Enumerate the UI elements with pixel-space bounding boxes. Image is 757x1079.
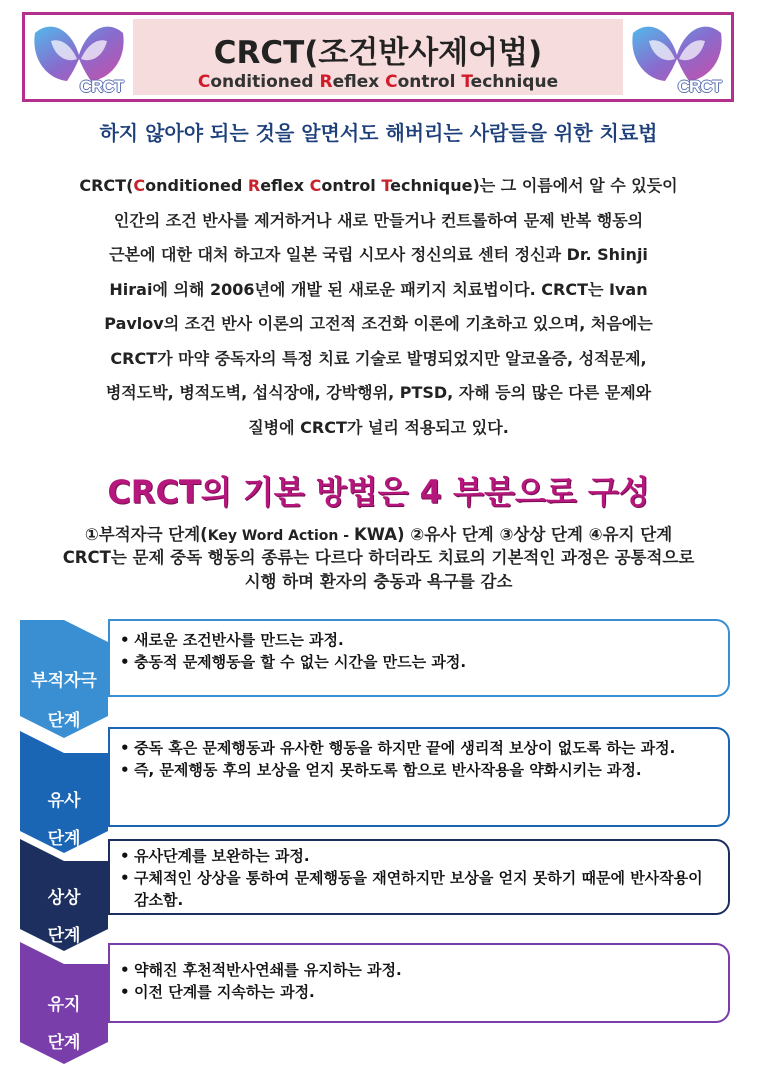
page-subtitle bbox=[133, 72, 623, 92]
intro-segment: echnique)는 그 이름에서 알 수 있듯이 bbox=[390, 176, 678, 195]
intro-segment: T bbox=[381, 176, 391, 195]
logo-text: CRCT bbox=[79, 77, 123, 96]
stage-name-suffix: 단계 bbox=[47, 1033, 81, 1053]
intro-segment: 근본에 대한 대처 하고자 일본 국립 시모사 정신의료 센터 정신과 Dr. Shinji bbox=[109, 245, 648, 264]
list-item: • 충동적 문제행동을 할 수 없는 시간을 만드는 과정. bbox=[120, 651, 714, 673]
intro-paragraph bbox=[40, 169, 717, 445]
stage-name: 유지 bbox=[47, 995, 81, 1015]
intro-segment: onditioned bbox=[145, 176, 248, 195]
header-banner bbox=[22, 12, 734, 102]
intro-line bbox=[40, 169, 717, 204]
subtitle-segment: C bbox=[197, 72, 211, 92]
stage-tag-similar bbox=[20, 731, 108, 853]
intro-segment: CRCT가 마약 중독자의 특정 치료 기술로 발명되었지만 알코올증, 성적문제, bbox=[110, 348, 647, 368]
list-item: • 유사단계를 보완하는 과정. bbox=[120, 845, 714, 867]
intro-segment: 질병에 CRCT가 널리 적용되고 있다. bbox=[248, 417, 509, 437]
list-item: • 중독 혹은 문제행동과 유사한 행동을 하지만 끝에 생리적 보상이 없도록 하는 과정. bbox=[120, 737, 714, 759]
intro-line bbox=[40, 342, 717, 377]
intro-segment: CRCT( bbox=[79, 176, 134, 195]
intro-line bbox=[40, 204, 717, 239]
list-item: • 구체적인 상상을 통하여 문제행동을 재연하지만 보상을 얻지 못하기 때문에 반사작용이 감소함. bbox=[120, 867, 714, 911]
intro-line bbox=[40, 273, 717, 308]
intro-segment: Hirai에 의해 2006년에 개발 된 새로운 패키지 치료법이다. CRCT는 Ivan bbox=[109, 279, 648, 299]
stage-name-suffix: 단계 bbox=[47, 926, 81, 946]
stage-box-negative-stimulus bbox=[108, 619, 730, 697]
title-panel bbox=[133, 19, 623, 95]
page-title: CRCT(조건반사제어법) bbox=[213, 35, 543, 71]
list-item: • 이전 단계를 지속하는 과정. bbox=[120, 981, 714, 1003]
intro-line bbox=[40, 411, 717, 446]
steps-summary bbox=[0, 521, 757, 545]
stage-name-suffix: 단계 bbox=[47, 711, 81, 731]
subtitle-segment: R bbox=[319, 72, 333, 92]
tagline: 하지 않아야 되는 것을 알면서도 해버리는 사람들을 위한 치료법 bbox=[99, 121, 658, 145]
subtitle-segment: ontrol bbox=[397, 72, 462, 92]
section-title: CRCT의 기본 방법은 4 부분으로 구성 bbox=[107, 473, 650, 511]
stage-tag-maintenance bbox=[20, 942, 108, 1064]
stage-tag-imagination bbox=[20, 839, 108, 951]
stage-name-suffix: 단계 bbox=[47, 829, 81, 849]
subtitle-segment: C bbox=[385, 72, 398, 92]
stage-box-imagination bbox=[108, 839, 730, 915]
crct-logo-right bbox=[629, 19, 725, 99]
stage-name: 상상 bbox=[47, 888, 81, 908]
steps-part-2: KWA) ②유사 단계 ③상상 단계 ④유지 단계 bbox=[353, 525, 673, 544]
crct-logo bbox=[31, 19, 127, 99]
logo-text: CRCT bbox=[677, 77, 721, 96]
intro-segment: eflex bbox=[260, 176, 310, 195]
intro-segment: Pavlov의 조건 반사 이론의 고전적 조건화 이론에 기초하고 있으며, 처음에는 bbox=[104, 314, 653, 333]
stage-name: 부적자극 bbox=[31, 671, 97, 691]
intro-segment: ontrol bbox=[321, 176, 382, 195]
intro-segment: C bbox=[133, 176, 146, 195]
intro-segment: 인간의 조건 반사를 제거하거나 새로 만들거나 컨트롤하여 문제 반복 행동의 bbox=[113, 210, 644, 230]
intro-segment: 병적도박, 병적도벽, 섭식장애, 강박행위, PTSD, 자해 등의 많은 다른 문제와 bbox=[105, 383, 652, 402]
steps-part-1: ①부적자극 단계( bbox=[84, 525, 208, 544]
intro-segment: R bbox=[247, 176, 261, 195]
subtitle-segment: eflex bbox=[332, 72, 386, 92]
steps-kwa: Key Word Action - bbox=[207, 528, 354, 544]
stage-box-maintenance bbox=[108, 943, 730, 1023]
intro-line bbox=[40, 376, 717, 411]
intro-line bbox=[40, 238, 717, 273]
intro-line bbox=[40, 307, 717, 342]
subtitle-segment: T bbox=[461, 72, 471, 92]
subtitle-segment: echnique bbox=[470, 72, 559, 92]
method-description: CRCT는 문제 중독 행동의 종류는 다르다 하더라도 치료의 기본적인 과정은 공통적으로 시행 하며 환자의 충동과 욕구를 감소 bbox=[62, 548, 695, 591]
subtitle-segment: onditioned bbox=[210, 72, 320, 92]
list-item: • 새로운 조건반사를 만드는 과정. bbox=[120, 629, 714, 651]
stage-name: 유사 bbox=[47, 791, 81, 811]
intro-segment: C bbox=[309, 176, 322, 195]
stage-tag-negative-stimulus bbox=[20, 620, 108, 738]
stage-box-similar bbox=[108, 727, 730, 827]
list-item: • 즉, 문제행동 후의 보상을 얻지 못하도록 함으로 반사작용을 약화시키는 과정. bbox=[120, 759, 714, 781]
list-item: • 약해진 후천적반사연쇄를 유지하는 과정. bbox=[120, 959, 714, 981]
